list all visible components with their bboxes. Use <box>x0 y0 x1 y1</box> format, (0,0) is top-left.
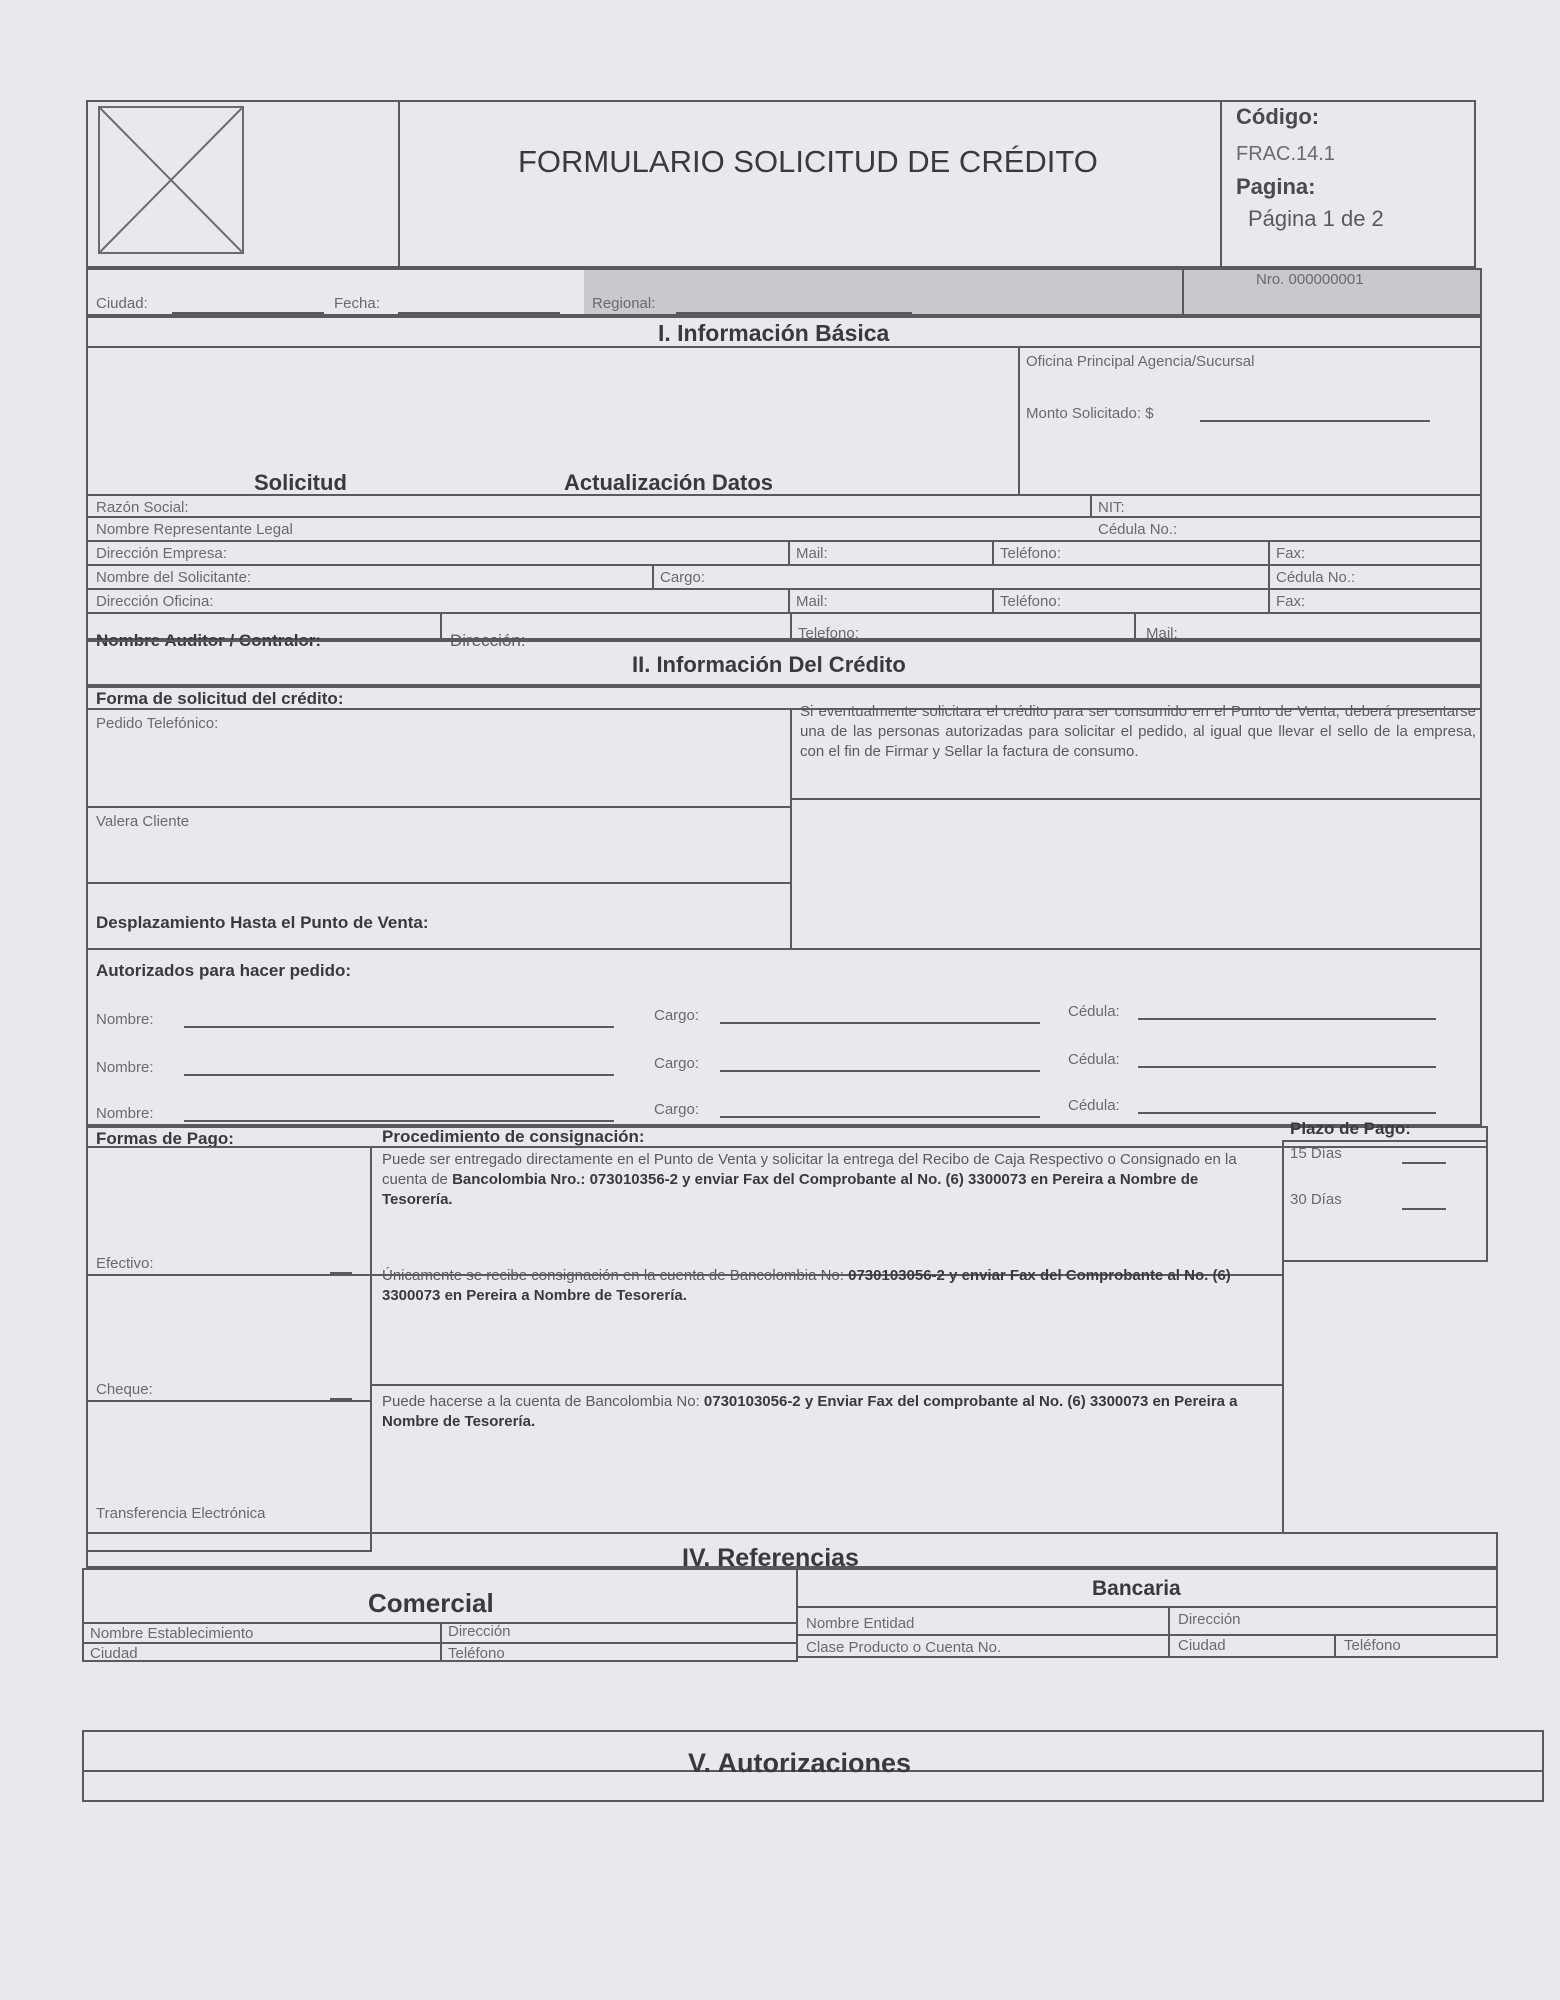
form-title: FORMULARIO SOLICITUD DE CRÉDITO <box>518 144 1098 179</box>
monto-label: Monto Solicitado: $ <box>1026 405 1154 422</box>
nombre-est-label: Nombre Establecimiento <box>90 1625 254 1642</box>
actualizacion-label: Actualización Datos <box>564 470 774 495</box>
direccion-c-label: Dirección <box>448 1623 511 1640</box>
pagina-label: Pagina: <box>1236 174 1316 199</box>
nit-label: NIT: <box>1098 499 1125 516</box>
cedula3-field[interactable] <box>1138 1112 1436 1114</box>
telefono3-label: Telefono: <box>798 625 859 642</box>
mail3-label: Mail: <box>1146 625 1178 642</box>
mail2-label: Mail: <box>796 593 828 610</box>
solicitante-label: Nombre del Solicitante: <box>96 569 252 586</box>
pagina-value: Página 1 de 2 <box>1248 206 1384 231</box>
plazo-label: Plazo de Pago: <box>1290 1119 1411 1138</box>
nombre2-label: Nombre: <box>96 1059 154 1076</box>
cedula1-label: Cédula No.: <box>1098 521 1178 538</box>
telefono1-label: Teléfono: <box>1000 545 1061 562</box>
formas-pago-label: Formas de Pago: <box>96 1129 234 1148</box>
cedula2-label: Cédula No.: <box>1276 569 1356 586</box>
dias15-label: 15 Días <box>1290 1145 1342 1162</box>
efectivo-label: Efectivo: <box>96 1255 154 1272</box>
cedula2a-field[interactable] <box>1138 1066 1436 1068</box>
valera-box <box>86 806 792 884</box>
cargo1a-label: Cargo: <box>654 1007 700 1024</box>
direccion-empresa-label: Dirección Empresa: <box>96 545 227 562</box>
transferencia-box <box>86 1400 372 1552</box>
fax1-label: Fax: <box>1276 545 1306 562</box>
section5-title: V. Autorizaciones <box>688 1748 912 1778</box>
procedimiento-label: Procedimiento de consignación: <box>382 1127 645 1146</box>
ciudad-field[interactable] <box>172 312 324 314</box>
codigo-label: Código: <box>1236 104 1320 129</box>
direccion-label: Dirección: <box>450 631 526 650</box>
clase-label: Clase Producto o Cuenta No. <box>806 1639 1002 1656</box>
direccion-b-label: Dirección <box>1178 1611 1241 1628</box>
telefono-c-label: Teléfono <box>448 1645 505 1662</box>
cheque-text: Únicamente se recibe consignación en la cuenta de Bancolombia No: 0730103056-2 y enviar Fax del Comprobante al No. (6) 3300073 en Pereira a Nombre de Tesorería. <box>382 1267 1231 1304</box>
cargo1-label: Cargo: <box>660 569 706 586</box>
ciudad-b-label: Ciudad <box>1178 1637 1226 1654</box>
ciudad-c-label: Ciudad <box>90 1645 138 1662</box>
fax2-label: Fax: <box>1276 593 1306 610</box>
regional-field[interactable] <box>676 312 912 314</box>
valera-label: Valera Cliente <box>96 813 190 830</box>
cargo2-label: Cargo: <box>654 1055 700 1072</box>
telefono-b-label: Teléfono <box>1344 1637 1401 1654</box>
cheque-label: Cheque: <box>96 1381 153 1398</box>
telefono2-label: Teléfono: <box>1000 593 1061 610</box>
logo-placeholder <box>98 106 244 254</box>
cargo1a-field[interactable] <box>720 1022 1040 1024</box>
fecha-label: Fecha: <box>334 295 380 312</box>
nombre1-field[interactable] <box>184 1026 614 1028</box>
nombre1-label: Nombre: <box>96 1011 154 1028</box>
comercial-title: Comercial <box>368 1588 494 1618</box>
bancaria-title: Bancaria <box>1092 1577 1181 1600</box>
ciudad-label: Ciudad: <box>96 295 148 312</box>
nombre3-label: Nombre: <box>96 1105 154 1122</box>
transferencia-label: Transferencia Electrónica <box>96 1505 266 1522</box>
transf-text: Puede hacerse a la cuenta de Bancolombia No: 0730103056-2 y Enviar Fax del comprobante al No. (6) 3300073 en Pereira a Nombre de Tesorería. <box>382 1393 1238 1430</box>
dias15-mark[interactable] <box>1402 1162 1446 1164</box>
codigo-value: FRAC.14.1 <box>1236 143 1335 165</box>
nota-text: Si eventualmente solicitara el crédito para ser consumido en el Punto de Venta, deberá presentarse una de las personas autorizadas para solicitar el pedido, al igual que llevar el sello de la empresa, con el fin de Firmar y Sellar la factura de consumo. <box>800 703 1476 760</box>
dias30-mark[interactable] <box>1402 1208 1446 1210</box>
nombre-ent-label: Nombre Entidad <box>806 1615 915 1632</box>
section2-title: II. Información Del Crédito <box>632 652 906 677</box>
nombre2-field[interactable] <box>184 1074 614 1076</box>
cargo2-field[interactable] <box>720 1070 1040 1072</box>
nro-label: Nro. 000000001 <box>1256 271 1364 288</box>
section4-title: IV. Referencias <box>682 1544 859 1572</box>
cedula2a-label: Cédula: <box>1068 1051 1120 1068</box>
razon-social-label: Razón Social: <box>96 499 189 516</box>
oficina-label: Oficina Principal Agencia/Sucursal <box>1026 353 1255 370</box>
cargo3-label: Cargo: <box>654 1101 700 1118</box>
cargo3-field[interactable] <box>720 1116 1040 1118</box>
dias30-label: 30 Días <box>1290 1191 1342 1208</box>
nombre3-field[interactable] <box>184 1120 614 1122</box>
section1-title: I. Información Básica <box>658 320 890 346</box>
cedula3-label: Cédula: <box>1068 1097 1120 1114</box>
solicitud-label: Solicitud <box>254 470 347 495</box>
auditor-label: Nombre Auditor / Contralor: <box>96 631 322 650</box>
cedula1a-label: Cédula: <box>1068 1003 1120 1020</box>
direccion-oficina-label: Dirección Oficina: <box>96 593 214 610</box>
nota-blank <box>790 798 1482 950</box>
forma-label: Forma de solicitud del crédito: <box>96 689 344 708</box>
autorizados-label: Autorizados para hacer pedido: <box>96 961 352 980</box>
monto-field[interactable] <box>1200 420 1430 422</box>
representante-label: Nombre Representante Legal <box>96 521 293 538</box>
cedula1a-field[interactable] <box>1138 1018 1436 1020</box>
regional-label: Regional: <box>592 295 656 312</box>
desplazamiento-label: Desplazamiento Hasta el Punto de Venta: <box>96 913 429 932</box>
pedido-label: Pedido Telefónico: <box>96 715 219 732</box>
efectivo-text: Puede ser entregado directamente en el Punto de Venta y solicitar la entrega del Recibo de Caja Respectivo o Consignado en la cuenta de Bancolombia Nro.: 073010356-2 y enviar Fax del Comprobante al No. (6) 3300073 en Pereira a Nombre de Tesorería. <box>382 1151 1237 1208</box>
fecha-field[interactable] <box>398 312 560 314</box>
mail1-label: Mail: <box>796 545 828 562</box>
pago-header-row <box>86 1126 1488 1148</box>
